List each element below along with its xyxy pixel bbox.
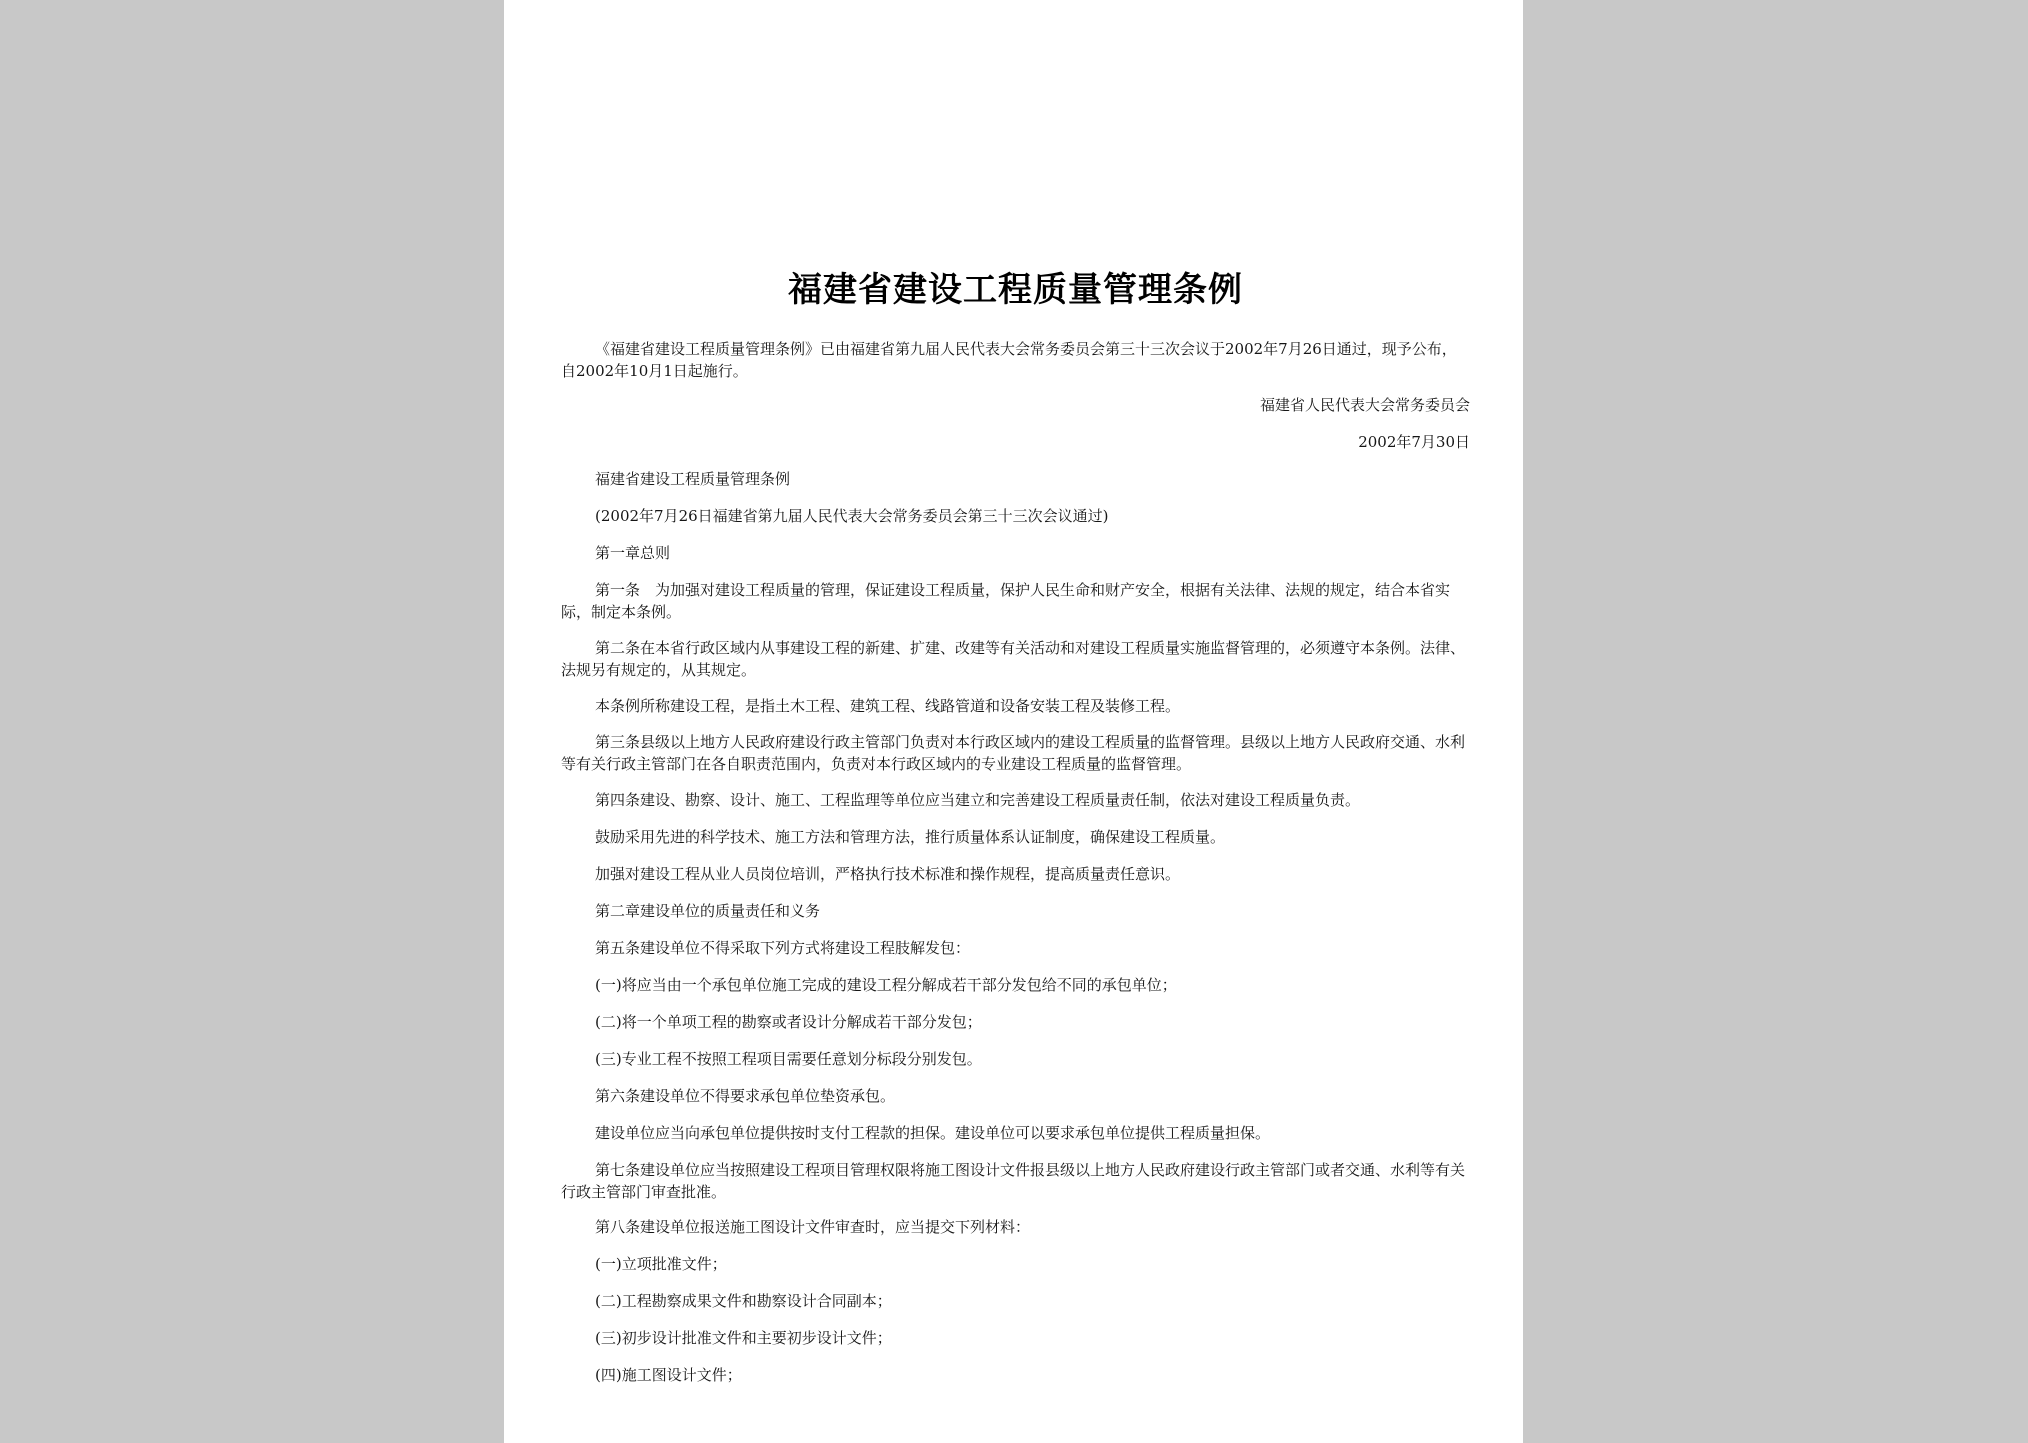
list-item: (二)将一个单项工程的勘察或者设计分解成若干部分发包； xyxy=(595,1013,982,1031)
issuer: 福建省人民代表大会常务委员会 xyxy=(1259,396,1470,414)
article-paragraph: 加强对建设工程从业人员岗位培训，严格执行技术标准和操作规程，提高质量责任意识。 xyxy=(595,865,1181,883)
document-page xyxy=(504,0,1523,1443)
article-paragraph: 第八条建设单位报送施工图设计文件审查时，应当提交下列材料： xyxy=(595,1218,1031,1236)
list-item: (四)施工图设计文件； xyxy=(595,1366,742,1384)
list-item: (二)工程勘察成果文件和勘察设计合同副本； xyxy=(595,1292,892,1310)
list-item: (三)初步设计批准文件和主要初步设计文件； xyxy=(595,1329,892,1347)
article-paragraph: 第四条建设、勘察、设计、施工、工程监理等单位应当建立和完善建设工程质量责任制，依法对建设工程质量负责。 xyxy=(595,791,1361,809)
article-paragraph: 本条例所称建设工程，是指土木工程、建筑工程、线路管道和设备安装工程及装修工程。 xyxy=(595,697,1181,715)
list-item: (三)专业工程不按照工程项目需要任意划分标段分别发包。 xyxy=(595,1050,982,1068)
article-paragraph: 第一条 为加强对建设工程质量的管理，保证建设工程质量，保护人民生命和财产安全，根据有关法律、法规的规定，结合本省实际，制定本条例。 xyxy=(561,581,1451,621)
article-paragraph: 第五条建设单位不得采取下列方式将建设工程肢解发包： xyxy=(595,939,971,957)
list-item: (一)立项批准文件； xyxy=(595,1255,727,1273)
article-paragraph: 第七条建设单位应当按照建设工程项目管理权限将施工图设计文件报县级以上地方人民政府建设行政主管部门或者交通、水利等有关行政主管部门审查批准。 xyxy=(561,1161,1466,1201)
promulgation-notice: 《福建省建设工程质量管理条例》已由福建省第九届人民代表大会常务委员会第三十三次会议于2002年7月26日通过，现予公布，自2002年10月1日起施行。 xyxy=(561,340,1457,380)
article-paragraph: 第六条建设单位不得要求承包单位垫资承包。 xyxy=(595,1087,896,1105)
article-paragraph: 第二条在本省行政区域内从事建设工程的新建、扩建、改建等有关活动和对建设工程质量实施监督管理的，必须遵守本条例。法律、法规另有规定的，从其规定。 xyxy=(561,639,1466,679)
article-paragraph: 鼓励采用先进的科学技术、施工方法和管理方法，推行质量体系认证制度，确保建设工程质量。 xyxy=(595,828,1226,846)
article-paragraph: 建设单位应当向承包单位提供按时支付工程款的担保。建设单位可以要求承包单位提供工程质量担保。 xyxy=(595,1124,1271,1142)
adoption-note: (2002年7月26日福建省第九届人民代表大会常务委员会第三十三次会议通过) xyxy=(595,507,1109,525)
chapter-heading: 第二章建设单位的质量责任和义务 xyxy=(595,902,821,920)
article-paragraph: 第三条县级以上地方人民政府建设行政主管部门负责对本行政区域内的建设工程质量的监督管理。县级以上地方人民政府交通、水利等有关行政主管部门在各自职责范围内，负责对本行政区域内的专业建设工程质量的监督管理。 xyxy=(561,733,1466,773)
regulation-name: 福建省建设工程质量管理条例 xyxy=(595,470,791,488)
document-title: 福建省建设工程质量管理条例 xyxy=(788,270,1243,310)
chapter-heading: 第一章总则 xyxy=(595,544,671,562)
list-item: (一)将应当由一个承包单位施工完成的建设工程分解成若干部分发包给不同的承包单位； xyxy=(595,976,1177,994)
issue-date: 2002年7月30日 xyxy=(1358,433,1470,451)
